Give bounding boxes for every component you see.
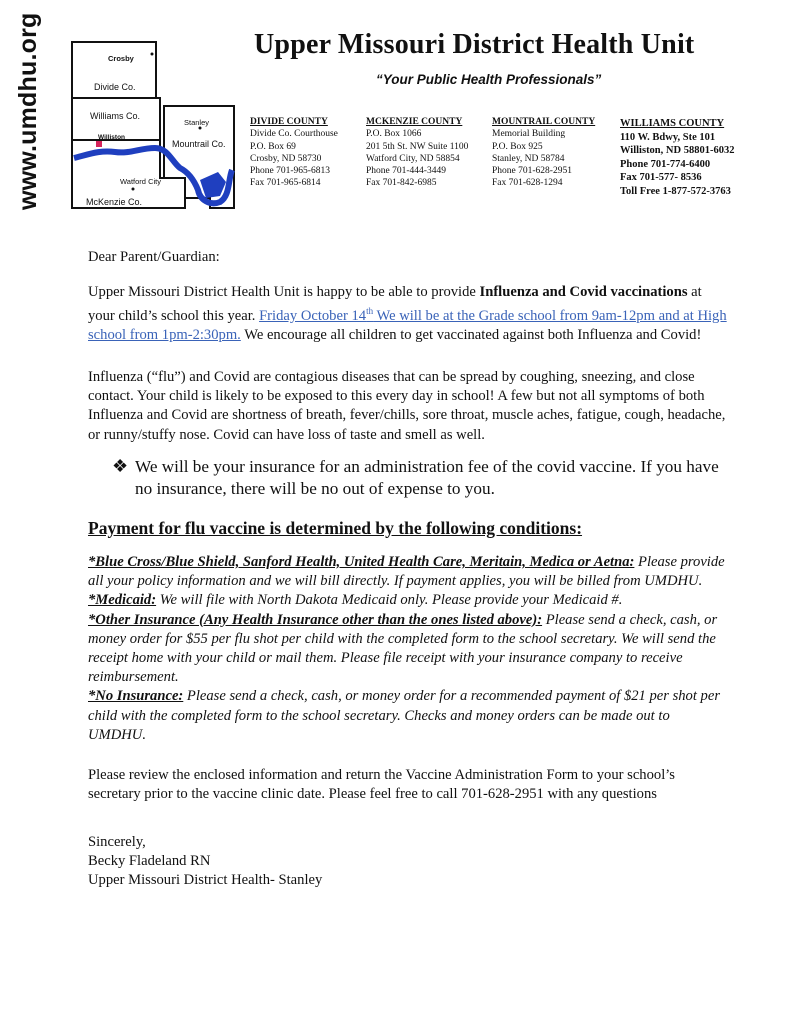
county-name: WILLIAMS COUNTY	[620, 118, 725, 129]
map-label-divide: Divide Co.	[94, 82, 136, 92]
condition-label: *No Insurance:	[88, 688, 184, 705]
county-name: DIVIDE COUNTY	[250, 117, 328, 127]
map-label-crosby: Crosby	[108, 54, 134, 63]
mckenzie-county-block	[366, 116, 468, 190]
map-label-williston: Williston	[98, 134, 126, 141]
website-url: www.umdhu.org	[14, 12, 42, 210]
map-label-stanley: Stanley	[184, 118, 210, 127]
phone-line: Phone 701-774-6400	[620, 158, 711, 170]
condition-insured	[88, 553, 728, 591]
address-line: Watford City, ND 58854	[366, 153, 460, 164]
mountrail-county-block	[492, 116, 595, 190]
insurance-note: We will be your insurance for an administration fee of the covid vaccine. If you have no insurance, there will be no out of expense to you.	[135, 457, 719, 498]
address-line: P.O. Box 925	[492, 141, 543, 152]
intro-text: Upper Missouri District Health Unit is happy to be able to provide	[88, 284, 480, 300]
condition-no-insurance	[88, 687, 728, 745]
watford-dot	[132, 188, 135, 191]
tagline: “Your Public Health Professionals”	[376, 72, 602, 87]
condition-label: *Medicaid:	[88, 592, 157, 609]
sign-off: Sincerely,	[88, 834, 146, 850]
condition-text: Please provide all your policy information and we will bill directly. If payment applies, you will be billed from UMDHU.	[88, 554, 725, 590]
williston-marker	[96, 141, 102, 147]
map-label-williams: Williams Co.	[90, 111, 141, 121]
phone-line: Phone 701-965-6813	[250, 166, 330, 177]
vaccination-emphasis: Influenza and Covid vaccinations	[479, 284, 688, 300]
address-line: Stanley, ND 58784	[492, 153, 565, 164]
address-line: Memorial Building	[492, 129, 566, 140]
lake-sakakawea	[200, 172, 226, 198]
divide-county-block	[250, 116, 338, 190]
condition-text: Please send a check, cash, or money order for $55 per flu shot per child with the completed form to the school secretary. We will send the receipt home with your child or mail them. Please file receipt with your insurance company to receive reimbursement.	[88, 611, 718, 686]
fax-line: Fax 701-842-6985	[366, 178, 437, 189]
greeting: Dear Parent/Guardian:	[88, 249, 220, 265]
crosby-dot	[151, 53, 154, 56]
closing-paragraph: Please review the enclosed information and return the Vaccine Administration Form to your school’s secretary prior to the vaccine clinic date. Please feel free to call 701-628-2951 with any questions	[88, 767, 675, 803]
county-name: MCKENZIE COUNTY	[366, 117, 463, 127]
condition-medicaid	[88, 591, 728, 610]
williams-county-block	[620, 117, 734, 198]
address-line: P.O. Box 1066	[366, 129, 422, 140]
address-line: Crosby, ND 58730	[250, 153, 322, 164]
address-line: 110 W. Bdwy, Ste 101	[620, 131, 716, 143]
signer-organization: Upper Missouri District Health- Stanley	[88, 872, 323, 889]
phone-line: Phone 701-444-3449	[366, 166, 446, 177]
clinic-times: We will be at the Grade school from 9am-12pm and at High school from 1pm-2:30pm.	[88, 308, 727, 344]
map-label-watford: Watford City	[120, 177, 161, 186]
phone-line: Phone 701-628-2951	[492, 166, 572, 177]
condition-text: We will file with North Dakota Medicaid only. Please provide your Medicaid #.	[156, 592, 623, 609]
intro-paragraph	[88, 283, 728, 345]
condition-label: *Other Insurance (Any Health Insurance other than the ones listed above):	[88, 611, 543, 628]
county-map	[60, 30, 245, 215]
condition-other-insurance	[88, 611, 728, 688]
fax-line: Fax 701-965-6814	[250, 178, 321, 189]
page-title: Upper Missouri District Health Unit	[254, 29, 695, 60]
map-label-mountrail: Mountrail Co.	[172, 139, 226, 149]
map-label-mckenzie: McKenzie Co.	[86, 197, 143, 207]
signer-name: Becky Fladeland RN	[88, 853, 211, 870]
signature-block	[88, 833, 322, 891]
diamond-bullet-icon: ❖	[112, 456, 129, 476]
fax-line: Fax 701-628-1294	[492, 178, 563, 189]
intro-text: We encourage all children to get vaccinated against both Influenza and Covid!	[240, 327, 702, 344]
county-name: MOUNTRAIL COUNTY	[492, 117, 596, 127]
address-line: Williston, ND 58801-6032	[620, 145, 735, 156]
flu-info-paragraph: Influenza (“flu”) and Covid are contagious diseases that can be spread by coughing, sneezing, and close contact. Your child is likely to be exposed to this every day in school! A few but not all symptoms of both Influenza and Covid are shortness of breath, fever/chills, sore throat, muscle aches, fatigue, cough, headache, or runny/stuffy nose. Covid can have loss of taste and smell as well.	[88, 369, 726, 443]
condition-label: *Blue Cross/Blue Shield, Sanford Health, United Health Care, Meritain, Medica or Aetna:	[88, 554, 635, 570]
toll-free-line: Toll Free 1-877-572-3763	[620, 185, 731, 197]
clinic-date: Friday October 14	[259, 308, 367, 325]
address-line: P.O. Box 69	[250, 141, 296, 152]
address-line: 201 5th St. NW Suite 1100	[366, 141, 469, 152]
condition-text: Please send a check, cash, or money order for a recommended payment of $21 per shot per child with the completed form to the school secretary. Checks and money orders can be made out to UMDHU.	[88, 688, 721, 743]
address-line: Divide Co. Courthouse	[250, 129, 338, 140]
intro-text: at your child’s school this year.	[88, 284, 702, 325]
payment-heading: Payment for flu vaccine is determined by the following conditions:	[88, 518, 583, 538]
fax-line: Fax 701-577- 8536	[620, 172, 702, 183]
date-suffix: th	[366, 306, 374, 317]
payment-conditions	[88, 553, 728, 745]
